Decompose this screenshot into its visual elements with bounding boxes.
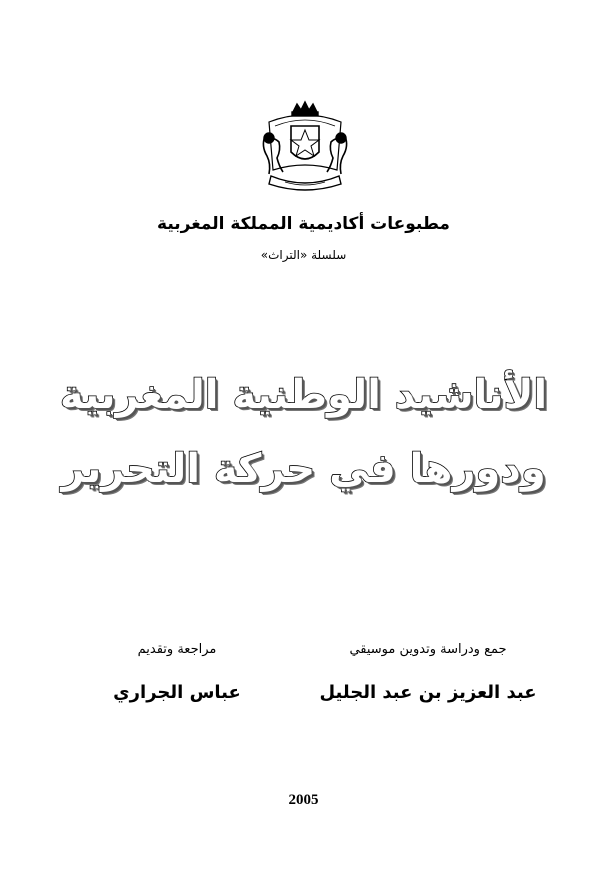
author-block [318,640,538,706]
book-title-line-1: الأناشيد الوطنية المغربية [59,372,548,418]
publisher-heading: مطبوعات أكاديمية المملكة المغربية [157,214,450,234]
author-role: جمع ودراسة وتدوين موسيقي [349,642,507,657]
author-name: عبد العزيز بن عبد الجليل [319,682,537,703]
reviewer-name: عباس الجراري [113,682,241,703]
reviewer-role: مراجعة وتقديم [137,642,217,657]
publication-year: 2005 [288,792,319,808]
reviewer-block [82,640,272,706]
coat-of-arms-icon [255,100,355,195]
series-label: سلسلة «التراث» [260,248,347,262]
book-title-line-2: ودورها في حركة التحرير [61,446,546,492]
